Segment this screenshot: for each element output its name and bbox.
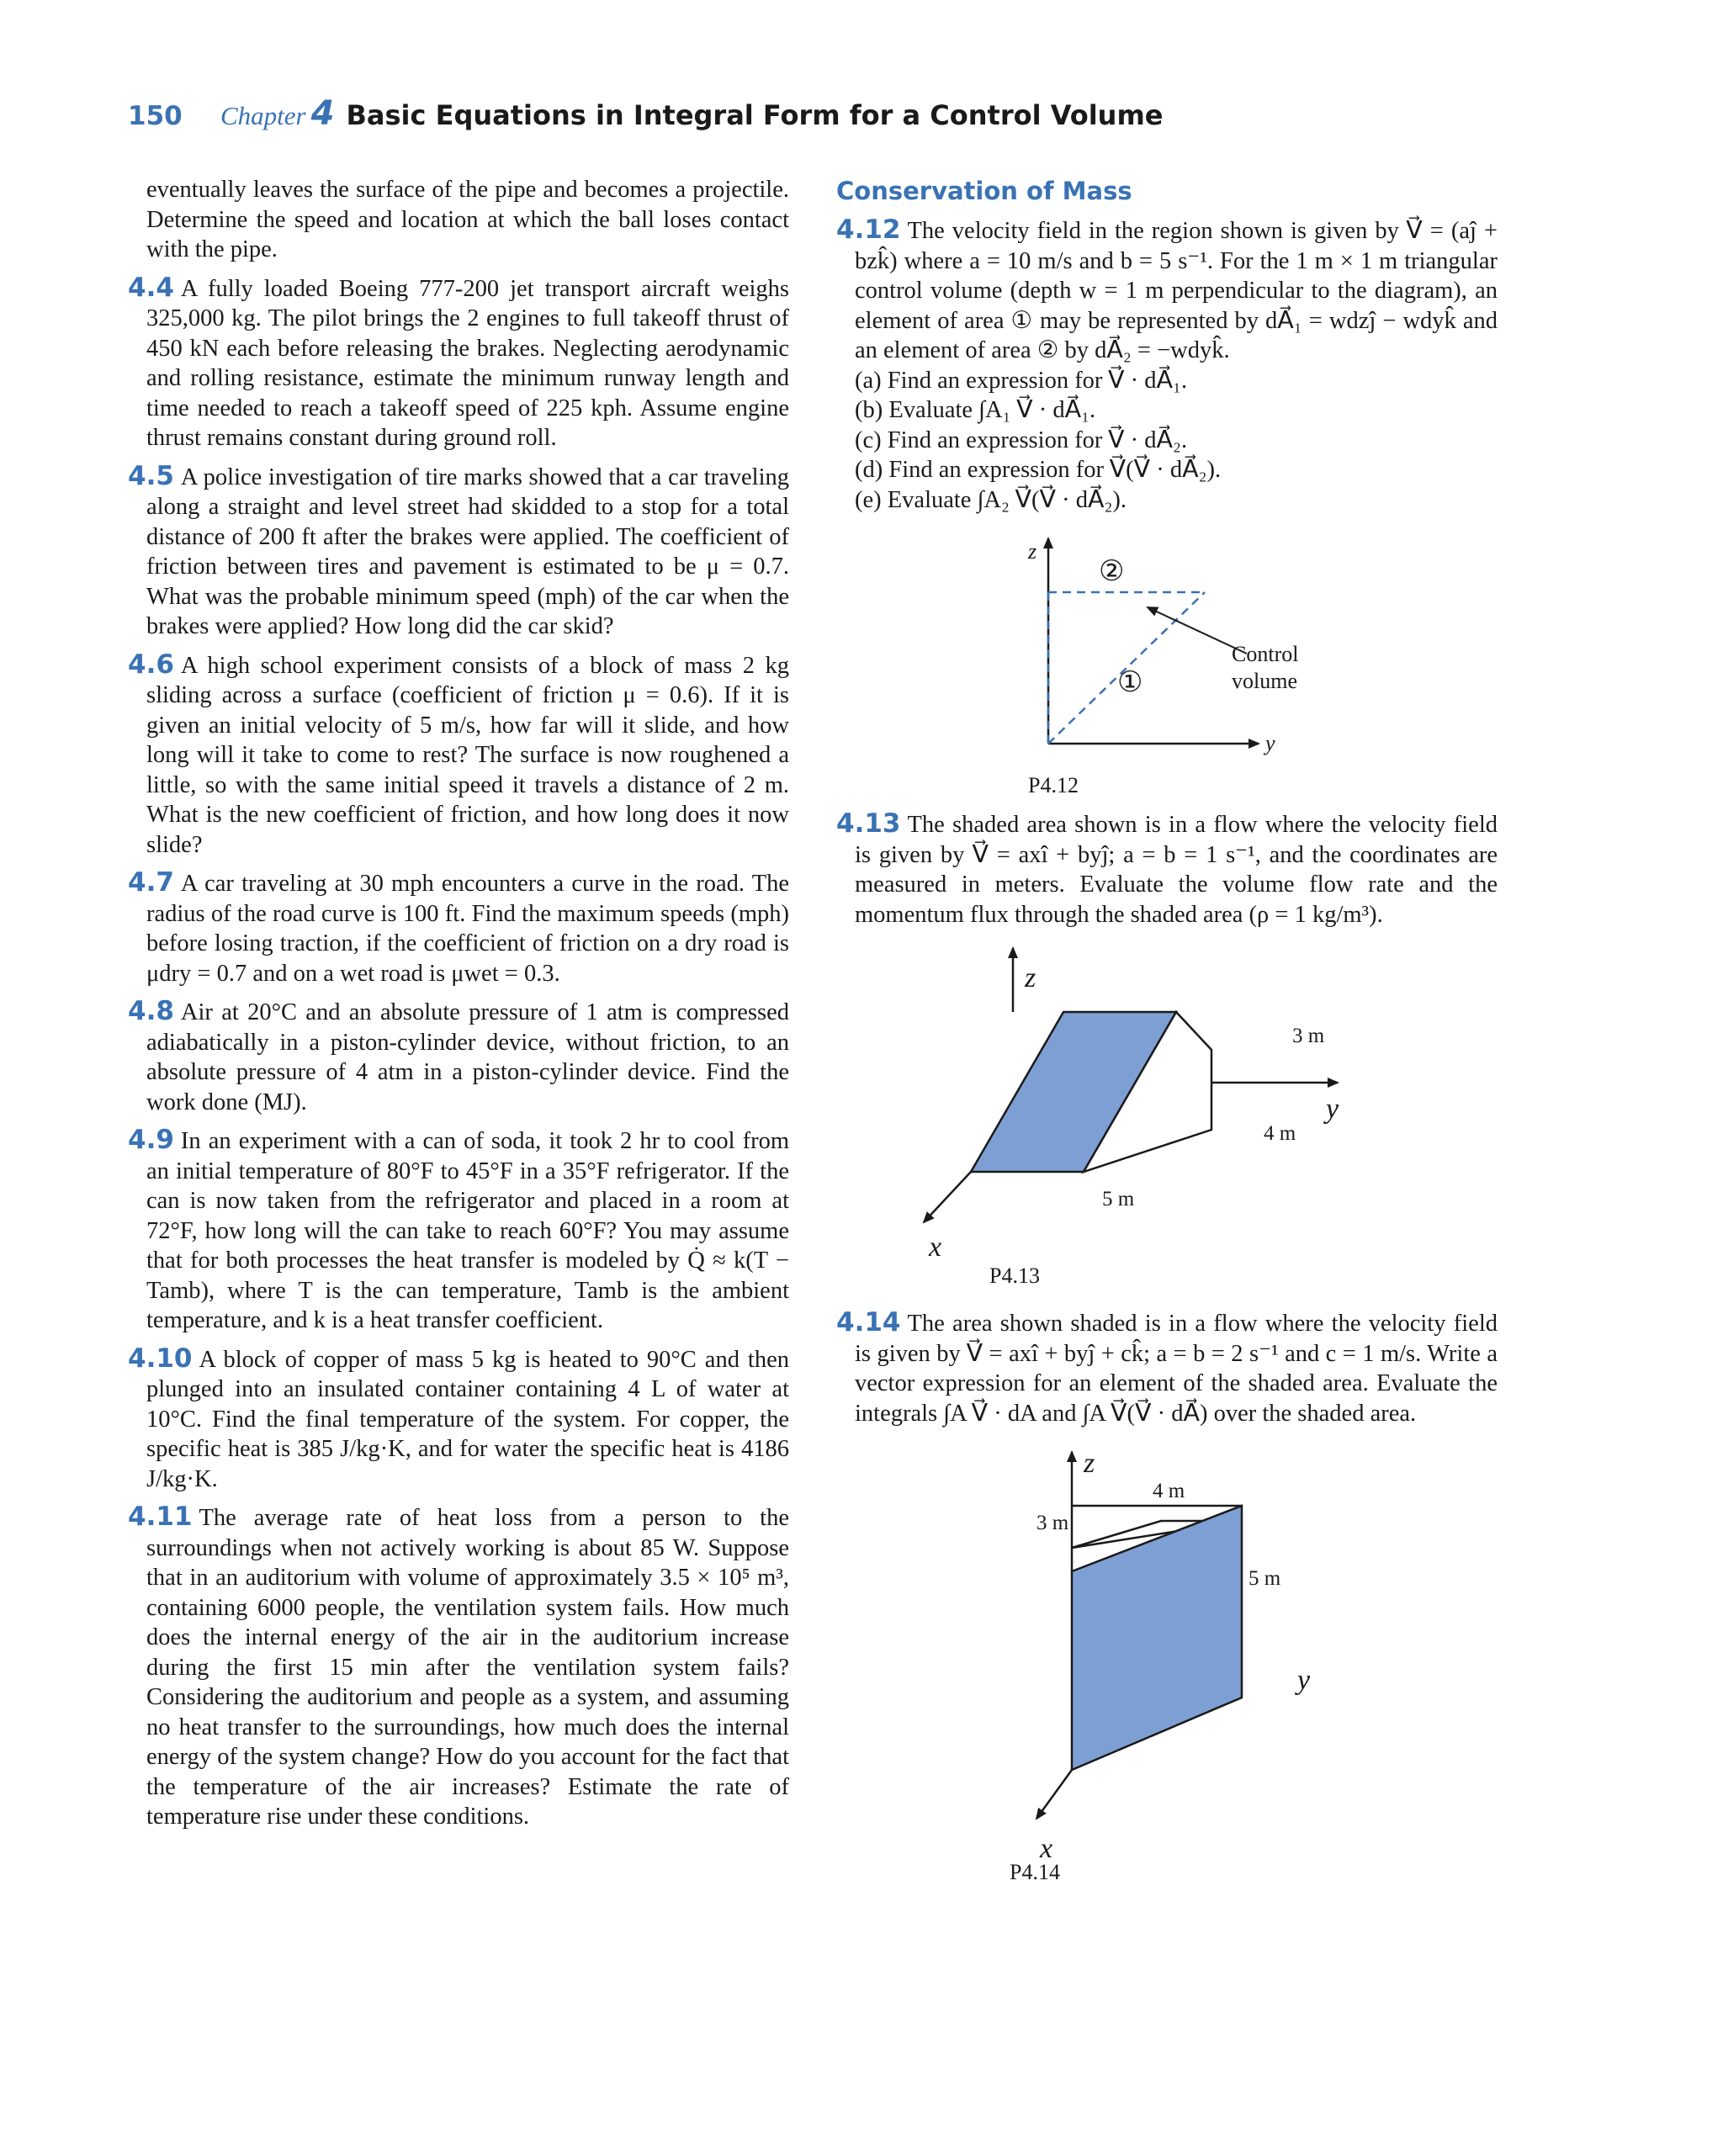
problem-4-9: [128, 1126, 789, 1336]
section-heading: Conservation of Mass: [836, 177, 1132, 205]
y-axis-label: y: [1265, 731, 1275, 755]
figure-p4-13-diagram: [836, 938, 1498, 1308]
dimension-5m: 5 m: [1249, 1567, 1281, 1590]
problem-number: 4.14: [836, 1307, 901, 1338]
dimension-3m: 3 m: [1292, 1025, 1325, 1047]
problem-number: 4.6: [128, 649, 174, 680]
problem-text: The shaded area shown is in a flow where the velocity field is given by V⃗ = axî + byĵ; a = b = 1 s⁻¹, and the coordinates are measured in meters. Evaluate the volume flow rate and the momentum flux through the shaded area (ρ = 1 kg/m³).: [855, 812, 1498, 928]
problem-4-11: [128, 1502, 789, 1832]
problem-text: A high school experiment consists of a block of mass 2 kg sliding across a surface (coefficient of friction μ = 0.6). If it is given an initial velocity of 5 m/s, how far will it slide, and how long will it take to come to rest? The surface is now roughened a little, so with the same initial speed it travels a distance of 2 m. What is the new coefficient of friction, and how long does it now slide?: [146, 652, 789, 858]
x-axis: [1036, 1770, 1072, 1819]
problem-text: A car traveling at 30 mph encounters a curve in the road. The radius of the road curve is 100 ft. Find the maximum speeds (mph) before losing traction, if the coefficient of friction on a dry road is μdry = 0.7 and on a wet road is μwet = 0.3.: [146, 871, 789, 987]
figure-p4-12: [836, 523, 1498, 809]
shaded-area: [1072, 1506, 1242, 1770]
chapter-word: Chapter: [220, 101, 306, 130]
area-1-marker: ①: [1117, 667, 1143, 698]
problem-text: The velocity field in the region shown is given by V⃗ = (aĵ + bzk̂) where a = 10 m/s and b = 5 s⁻¹. For the 1 m × 1 m triangular control volume (depth w = 1 m perpendicular to the diagram), an element of area ① may be represented by dA⃗₁ = wdzĵ − wdyk̂ and an element of area ② by dA⃗₂ = −wdyk̂.: [855, 218, 1498, 363]
problem-text: In an experiment with a can of soda, it took 2 hr to cool from an initial temperature of 80°F to 45°F in a 35°F refrigerator. If the can is now taken from the refrigerator and placed in a room at 72°F, how long will the can take to reach 60°F? You may assume that for both processes the heat transfer is modeled by Q̇ ≈ k(T − Tamb), where T is the can temperature, Tamb is the ambient temperature, and k is a heat transfer coefficient.: [146, 1128, 789, 1333]
y-axis-label: y: [1297, 1665, 1311, 1696]
y-axis-label: y: [1326, 1094, 1339, 1125]
problem-4-4: [128, 273, 789, 453]
problem-part-c: (c) Find an expression for V⃗ · dA⃗₂.: [855, 426, 1188, 453]
problem-4-13: [836, 809, 1498, 930]
problem-number: 4.4: [128, 272, 174, 303]
problem-text: A fully loaded Boeing 777-200 jet transport aircraft weighs 325,000 kg. The pilot brings the 2 engines to full takeoff thrust of 450 kN each before releasing the brakes. Neglecting aerodynamic and rolling resistance, estimate the minimum runway length and time needed to reach a takeoff speed of 225 kph. Assume engine thrust remains constant during ground roll.: [146, 275, 789, 451]
control-volume-label-2: volume: [1232, 669, 1297, 693]
left-column: [128, 175, 789, 1841]
problem-4-10: [128, 1344, 789, 1495]
problem-number: 4.12: [836, 215, 901, 245]
problem-part-b: (b) Evaluate ∫A₁ V⃗ · dA⃗₁.: [855, 397, 1096, 423]
figure-caption: P4.13: [989, 1263, 1040, 1288]
problem-text: Air at 20°C and an absolute pressure of 1 atm is compressed adiabatically in a piston-cylinder device, without friction, to an absolute pressure of 4 atm in a piston-cylinder device. Find the work done (MJ).: [146, 999, 789, 1115]
chapter-title: Basic Equations in Integral Form for a Control Volume: [346, 99, 1164, 131]
figure-caption: P4.12: [1028, 773, 1079, 797]
figure-p4-14: [836, 1437, 1498, 1884]
z-axis-label: z: [1025, 962, 1036, 993]
dimension-5m: 5 m: [1102, 1188, 1135, 1210]
figure-caption: P4.14: [1010, 1860, 1060, 1884]
problem-text: A block of copper of mass 5 kg is heated to 90°C and then plunged into an insulated container containing 4 L of water at 10°C. Find the final temperature of the system. For copper, the specific heat is 385 J/kg·K, and for water the specific heat is 4186 J/kg·K.: [146, 1346, 789, 1492]
problem-number: 4.13: [836, 808, 901, 839]
problem-number: 4.8: [128, 996, 174, 1026]
dimension-4m: 4 m: [1264, 1122, 1296, 1145]
problem-text: A police investigation of tire marks showed that a car traveling along a straight and level street had skidded to a stop for a total distance of 200 ft after the brakes were applied. The coefficient of friction between tires and pavement is estimated to be μ = 0.7. What was the probable minimum speed (mph) of the car when the brakes were applied? How long did the car skid?: [146, 464, 789, 639]
x-axis: [924, 1172, 971, 1222]
problem-part-d: (d) Find an expression for V⃗(V⃗ · dA⃗₂).: [855, 457, 1222, 483]
figure-p4-12-diagram: [836, 523, 1498, 809]
problem-4-3-continued: [128, 175, 789, 265]
control-volume-label: Control: [1232, 642, 1299, 666]
problem-number: 4.7: [128, 867, 174, 898]
figure-p4-13: [836, 938, 1498, 1308]
problem-4-14: [836, 1308, 1498, 1428]
problem-text: eventually leaves the surface of the pipe and becomes a projectile. Determine the speed and location at which the ball loses contact with the pipe.: [146, 177, 789, 262]
problem-text: The area shown shaded is in a flow where the velocity field is given by V⃗ = axî + byĵ + ck̂; a = b = 2 s⁻¹ and c = 1 m/s. Write a vector expression for an element of the shaded area. Evaluate the integrals ∫A V⃗ · dA and ∫A V⃗(V⃗ · dA⃗) over the shaded area.: [855, 1311, 1498, 1427]
problem-part-a: (a) Find an expression for V⃗ · dA⃗₁.: [855, 367, 1188, 394]
running-header: [128, 94, 1164, 136]
z-axis-label: z: [1028, 539, 1037, 564]
problem-4-6: [128, 650, 789, 861]
right-column: [836, 175, 1498, 1884]
problem-number: 4.11: [128, 1502, 193, 1532]
problem-4-12: [836, 215, 1498, 515]
problem-number: 4.10: [128, 1343, 193, 1374]
problem-part-e: (e) Evaluate ∫A₂ V⃗(V⃗ · dA⃗₂).: [855, 486, 1127, 513]
problem-number: 4.9: [128, 1125, 174, 1155]
page-number: 150: [128, 101, 183, 131]
x-axis-label: x: [1040, 1833, 1053, 1864]
z-axis-label: z: [1084, 1448, 1095, 1479]
problem-number: 4.5: [128, 460, 174, 491]
problem-4-5: [128, 462, 789, 642]
dimension-3m: 3 m: [1036, 1512, 1069, 1534]
x-axis-label: x: [929, 1232, 942, 1263]
area-2-marker: ②: [1099, 556, 1125, 587]
chapter-number: 4: [310, 94, 335, 133]
problem-4-8: [128, 997, 789, 1117]
problem-4-7: [128, 868, 789, 988]
figure-p4-14-diagram: [836, 1437, 1498, 1874]
problem-text: The average rate of heat loss from a person to the surroundings when not actively working is about 85 W. Suppose that in an auditorium with volume of approximately 3.5 × 10⁵ m³, containing 6000 people, the ventilation system fails. How much does the internal energy of the air in the auditorium increase during the first 15 min after the ventilation system fails? Considering the auditorium and people as a system, and assuming no heat transfer to the surroundings, how much does the internal energy of the system change? How do you account for the fact that the temperature of the air increases? Estimate the rate of temperature rise under these conditions.: [146, 1505, 789, 1830]
dimension-4m: 4 m: [1153, 1480, 1185, 1502]
